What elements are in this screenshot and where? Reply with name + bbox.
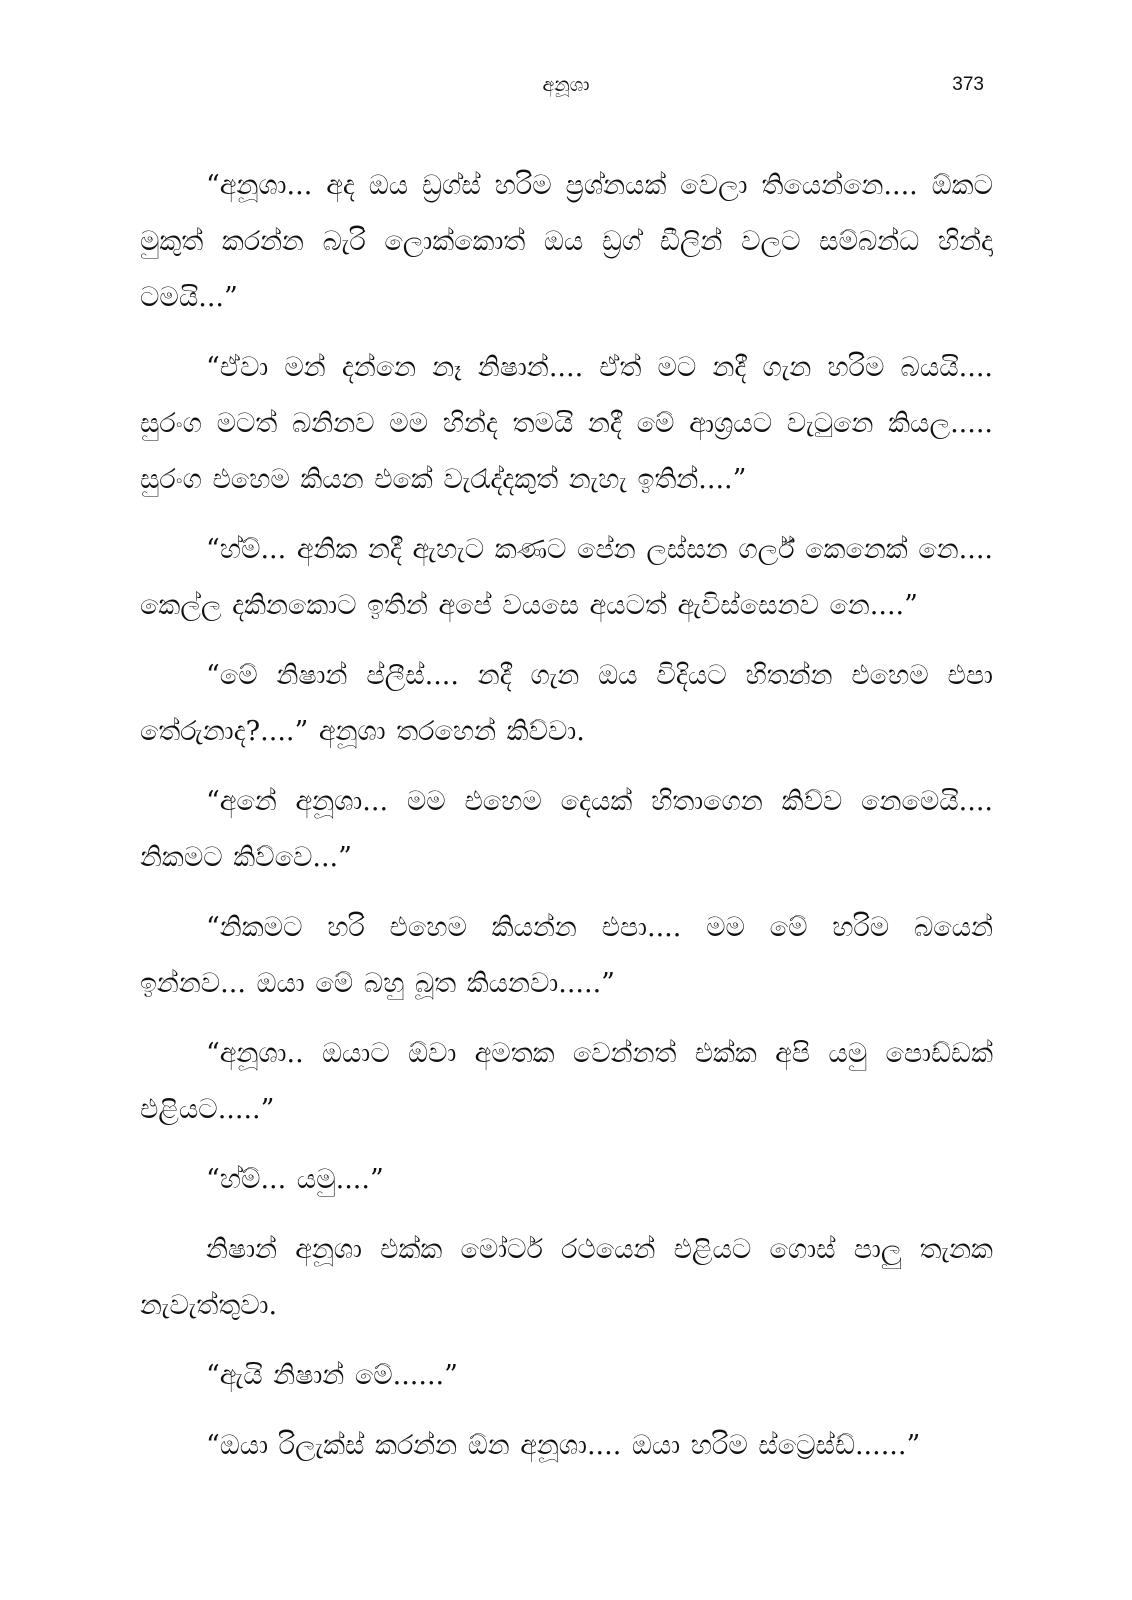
running-header: [0, 70, 1132, 100]
paragraph: “අනූශා.. ඔයාට ඕවා අමතක වෙන්නත් එක්ක අපි යමු පොඩ්ඩක් එළියට.....”: [140, 1038, 993, 1125]
paragraph: “මේ නිෂාන් ප්ලීස්.... නදී ගැන ඔය විදියට හිතන්න එහෙම එපා තේරුනාද?....” අනූශා තරහෙන් කිව්වා.: [140, 660, 993, 747]
paragraph: නිෂාන් අනූශා එක්ක මෝටර් රථයෙන් එළියට ගොස් පාලු තැනක නැවැත්තුවා.: [140, 1234, 993, 1321]
paragraph: “අනූශා... අද ඔය ඩ්‍රග්ස් හරිම ප්‍රශ්නයක් වෙලා තියෙන්නෙ.... ඕකට මුකුත් කරන්න බැරි ලොක්කොත් ඔය ඩ්‍රග් ඩීලින් වලට සම්බන්ධ හින්දා ටමයි...”: [140, 170, 993, 313]
paragraph: “නිකමට හරි එහෙම කියන්න එපා.... මම මේ හරිම බයෙන් ඉන්නව... ඔයා මේ බහු බූත කියනවා.....”: [140, 912, 993, 999]
body-text: [140, 158, 993, 1488]
paragraph: “හ්ම්... යමු....”: [206, 1164, 384, 1195]
page-number: 373: [952, 74, 984, 95]
paragraph: “ඔයා රිලැක්ස් කරන්න ඕන අනූශා.... ඔයා හරිම ස්ට්‍රෙස්ඩ්......”: [206, 1430, 921, 1461]
running-title: අනූශා: [542, 74, 590, 96]
paragraph: “ඒවා මන් දන්නෙ නෑ නිෂාන්.... ඒත් මට නදී ගැන හරිම බයයි.... සුරංග මටත් බනිනව මම හින්ද තමයි නදී මේ ආශ්‍රයට වැටුනෙ කියල..... සුරංග එහෙම කියන එකේ වැරැද්දකුත් නැහැ ඉතින්....”: [140, 352, 993, 495]
paragraph: “හ්ම්... අනික නදී ඇහැට කණට පේන ලස්සන ගර්ල් කෙනෙක් නෙ.... කෙල්ල දකිනකොට ඉතින් අපේ වයසෙ අයටත් ඇවිස්සෙනව නෙ....”: [140, 534, 993, 621]
paragraph: “ඇයි නිෂාන් මේ......”: [206, 1360, 458, 1391]
paragraph: “අනේ අනූශා... මම එහෙම දෙයක් හිතාගෙන කිව්ව නෙමෙයි.... නිකමට කිව්වෙ...”: [140, 786, 993, 873]
